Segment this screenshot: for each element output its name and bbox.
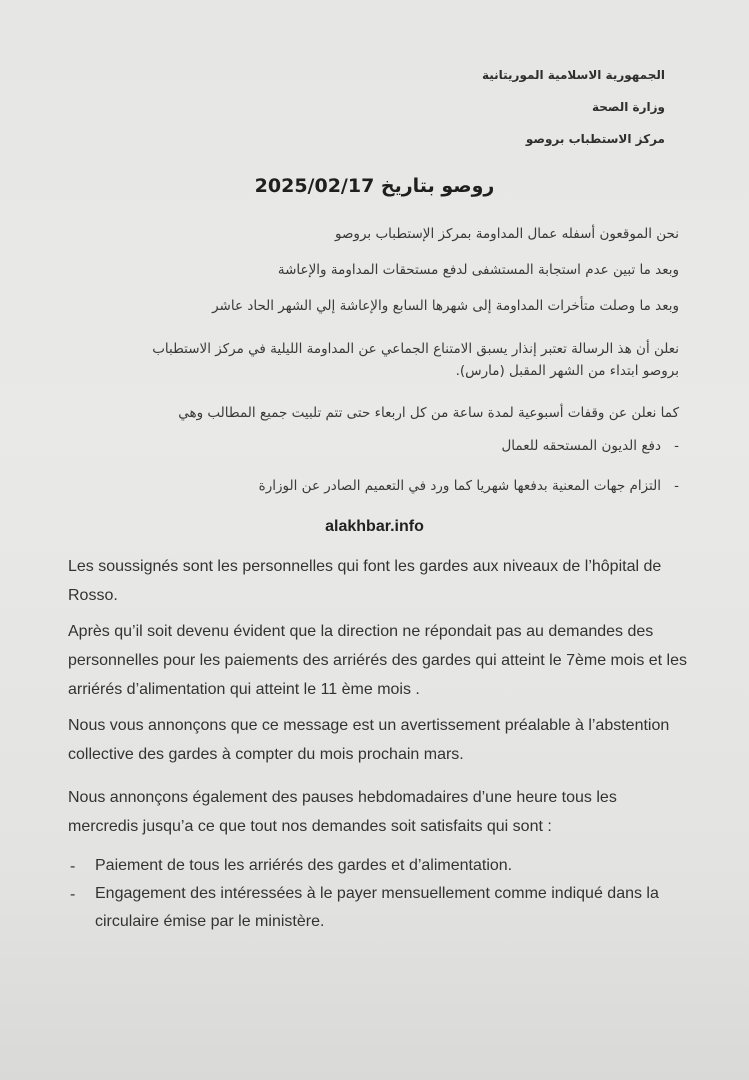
french-paragraph-4: Nous annonçons également des pauses hebdomadaires d’une heure tous les mercredis jusqu’a ce que tout nos demandes soit satisfaits qui sont : bbox=[68, 789, 617, 835]
french-paragraph-3: Nous vous annonçons que ce message est un avertissement préalable à l’abstention collective des gardes à compter du mois prochain mars. bbox=[68, 717, 670, 763]
source-label: alakhbar.info bbox=[325, 518, 424, 535]
arabic-bullet-dash-2: - bbox=[674, 478, 679, 494]
arabic-paragraph-2: وبعد ما تبين عدم استجابة المستشفى لدفع مستحقات المداومة والإعاشة bbox=[277, 262, 679, 278]
french-paragraph-1: Les soussignés sont les personnelles qui font les gardes aux niveaux de l’hôpital de Rosso. bbox=[68, 558, 662, 604]
french-bullet-2: Engagement des intéressées à le payer mensuellement comme indiqué dans la circulaire émise par le ministère. bbox=[95, 885, 659, 930]
arabic-paragraph-3: وبعد ما وصلت متأخرات المداومة إلى شهرها السابع والإعاشة إلي الشهر الحاد عاشر bbox=[212, 298, 679, 314]
arabic-paragraph-4-line-1: نعلن أن هذ الرسالة تعتبر إنذار يسبق الامتناع الجماعي عن المداومة الليلية في مركز الاستطباب bbox=[152, 341, 679, 357]
french-bullet-1: Paiement de tous les arriérés des gardes et d’alimentation. bbox=[95, 857, 513, 874]
date-line: روصو بتاريخ 2025/02/17 bbox=[254, 175, 495, 197]
arabic-bullet-dash-1: - bbox=[674, 438, 679, 454]
header-republic: الجمهورية الاسلامية الموريتانية bbox=[481, 68, 665, 82]
french-bullet-dash-2: - bbox=[70, 886, 76, 903]
arabic-paragraph-4-line-2: بروصو ابتداء من الشهر المقبل (مارس). bbox=[455, 363, 679, 379]
french-paragraph-2: Après qu’il soit devenu évident que la direction ne répondait pas au demandes des personnelles pour les paiements des arriérés des gardes qui atteint le 7ème mois et les arriérés d’alimentation qui atteint le 11 ème mois . bbox=[68, 623, 687, 698]
french-bullet-dash-1: - bbox=[70, 858, 76, 875]
header-center: مركز الاستطباب بروصو bbox=[525, 132, 665, 146]
arabic-bullet-1: دفع الديون المستحقه للعمال bbox=[501, 438, 661, 454]
header-ministry: وزارة الصحة bbox=[591, 100, 665, 114]
arabic-paragraph-1: نحن الموقعون أسفله عمال المداومة بمركز الإستطباب بروصو bbox=[334, 226, 679, 242]
arabic-bullet-2: التزام جهات المعنية بدفعها شهريا كما ورد في التعميم الصادر عن الوزارة bbox=[258, 478, 661, 494]
arabic-paragraph-5: كما نعلن عن وقفات أسبوعية لمدة ساعة من كل اربعاء حتى تتم تلبيت جميع المطالب وهي bbox=[178, 405, 679, 421]
